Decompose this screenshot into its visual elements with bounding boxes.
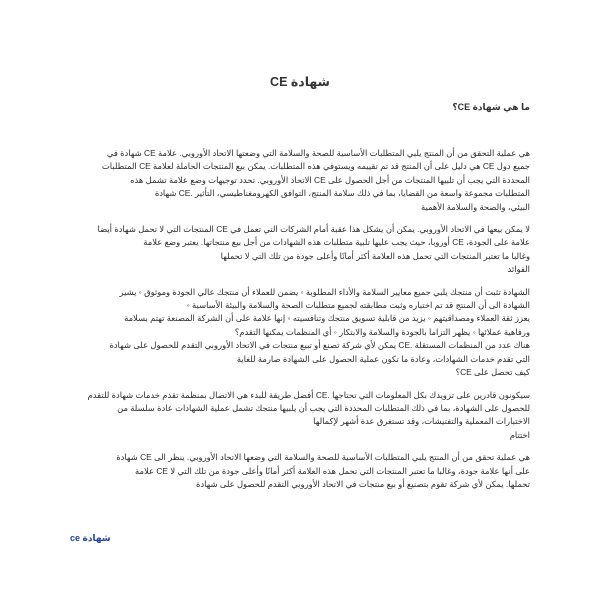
paragraph-line: هناك عدد من المنظمات المستقلة .CE يمكن لأي شركة تصنع أو تبيع منتجات في الاتحاد الأوروبي التقدم للحصول على شهادة [109,340,530,351]
paragraph-line: كيف تحصل على CE؟ [455,367,530,378]
paragraph-gap [70,442,530,451]
paragraph [70,389,530,443]
paragraph-line: المتطلبات مجموعة واسعة من القضايا، بما في ذلك سلامة المنتج، التوافق الكهرومغناطيسي، التأثير .CE شهادة [154,188,530,199]
paragraph-line: الشهادة الى أن المنتج قد تم اختباره وثبت مطابقته لجميع متطلبات الصحة والسلامة والبيئة الأساسية ◦ [186,300,530,311]
paragraph-line: البيئي، والصحة والسلامة الأهمية [421,201,530,212]
paragraph-gap [70,214,530,223]
paragraph-gap [70,277,530,286]
paragraph-line: وغالبا ما تعتبر المنتجات التي تحمل هذه العلامة أكثر أمانًا وأعلى جودة من تلك التي لا تحملها [220,250,530,261]
paragraph-line: ورفاهية عملائها ◦ يظهر التزاما بالجودة والسلامة والابتكار ◦ أي المنظمات يمكنها التقدم؟ [234,326,530,337]
paragraph [70,223,530,277]
paragraph-line: المحددة التي يجب أن تلبيها المنتجات من أجل الحصول على CE الاتحاد الأوروبي. تحدد توجيهات وضع علامة تشمل هذه [130,174,530,185]
paragraph-line: علامة على الجودة، CE أوروبا، حيث يجب عليها تلبية متطلبات هذه الشهادات من أجل بيع منتجاتها. يعتبر وضع علامة [143,237,530,248]
page-title: شهادة CE [270,75,330,89]
paragraph-gap [70,380,530,389]
ce-certificate-link[interactable]: شهادة ce [70,533,111,543]
paragraph [70,451,530,491]
paragraph-line: لا يمكن بيعها في الاتحاد الأوروبي. يمكن أن يشكل هذا عقبة أمام الشركات التي تعمل في CE المنتجات التي لا تحمل شهادة أيضا [97,224,530,235]
section-heading-what-is-ce: ما هي شهادة CE؟ [452,102,530,112]
paragraph-line: هي عملية التحقق من أن المنتج يلبي المتطلبات الأساسية للصحة والسلامة التي وضعتها الاتحاد الأوروبي. علامة CE شهادة في [106,148,530,158]
paragraph [70,286,530,380]
paragraph-line: هي عملية تحقق من أن المنتج يلبي المتطلبات الأساسية للصحة والسلامة التي وضعها الاتحاد الأوروبي. ينظر الى CE شهادة [116,452,530,463]
paragraph-line: الاختبارات المعملية والتفتيشات، وقد تستغرق عدة أشهر لإكمالها [313,416,530,427]
paragraph-line: على أنها علامة جودة، وغالبا ما تعتبر المنتجات التي تحمل هذه العلامة أكثر أمانًا وأعلى جودة من تلك التي لا CE علامة [135,465,530,476]
paragraph-line: التي تقدم خدمات الشهادات، وعادة ما تكون عملية الحصول على الشهادة صارمة للغاية [236,353,530,364]
paragraph-line: اختتام [509,429,530,440]
paragraph-line: للحصول على الشهادة، بما في ذلك المتطلبات المحددة التي يجب أن يلبيها منتجك تشمل عملية الشهادات عادة سلسلة من [117,402,530,413]
paragraph-line: سيكونون قادرين على تزويدك بكل المعلومات التي تحتاجها .CE أفضل طريقة للبدء هي الاتصال بمنظمة تقدم خدمات شهادة للتقدم [87,389,530,400]
paragraph-line: الفوائد [507,264,530,275]
paragraph-line: جميع دول CE هي دليل على أن المنتج قد تم تقييمه ويستوفي هذه المتطلبات. يمكن بيع المنتجات الحاملة لعلامة CE المتطلبات [101,161,530,172]
paragraph-line: يعزز ثقة العملاء ومصداقيتهم ◦ يزيد من قابلية تسويق منتجك وتنافسيته ◦ إنها علامة على أن الشركة المصنعة تهتم بسلامة [124,313,530,324]
paragraph [70,147,530,214]
document-body [70,147,530,491]
paragraph-line: الشهادة تثبت أن منتجك يلبي جميع معايير السلامة والأداء المطلوبة ◦ يضمن للعملاء أن منتجك عالي الجودة وموثوق ◦ يشير [119,286,530,297]
paragraph-line: تحملها. يمكن لأي شركة تقوم بتصنيع أو بيع منتجات في الاتحاد الأوروبي التقدم للحصول على شهادة [196,478,530,489]
